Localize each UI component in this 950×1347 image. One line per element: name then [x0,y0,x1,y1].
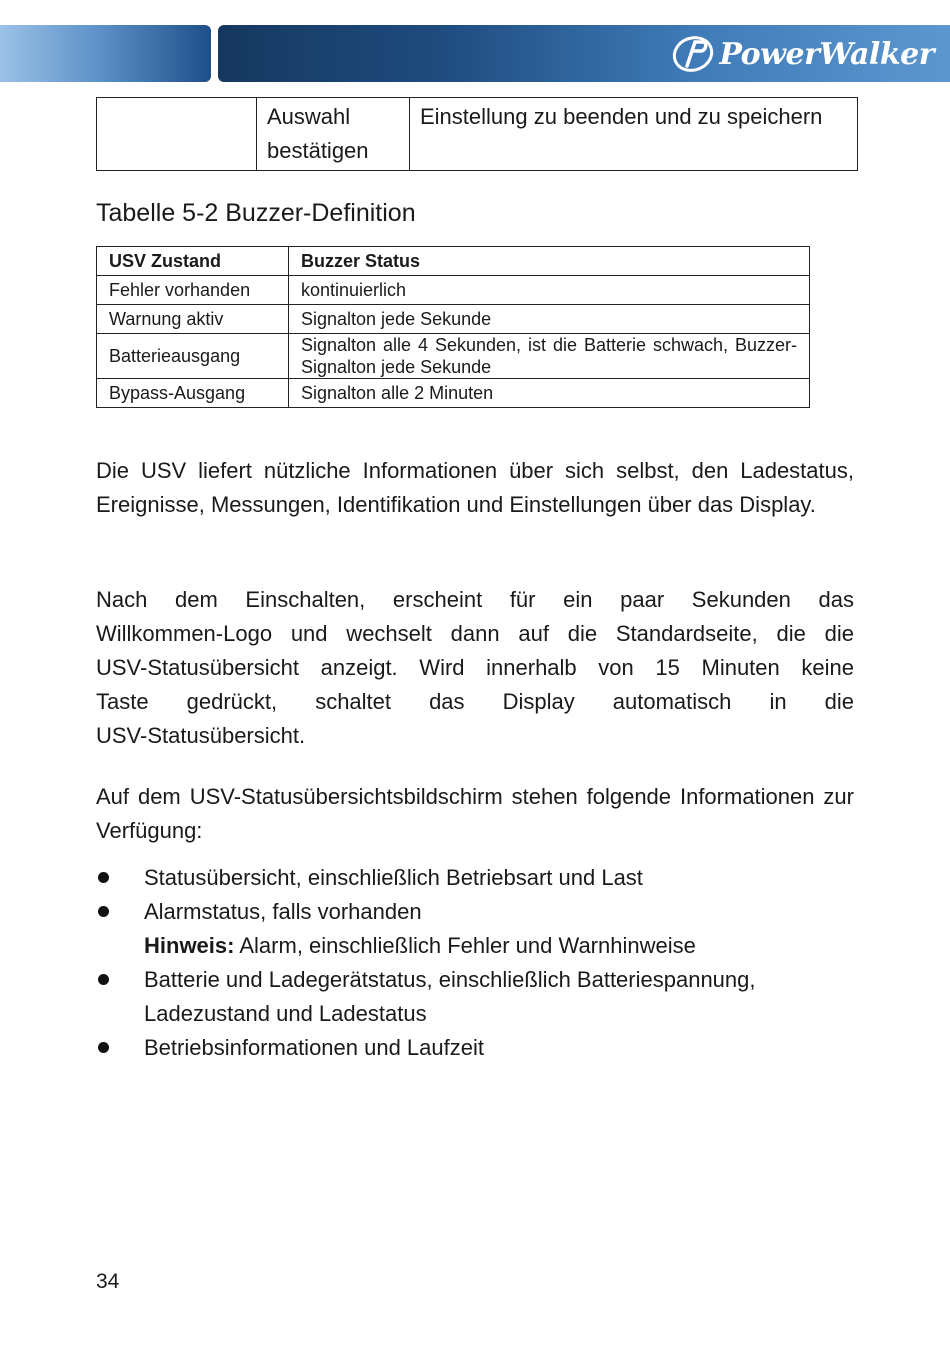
page-number: 34 [96,1270,120,1293]
column-header-usv-state: USV Zustand [97,247,289,276]
list-item [96,1031,854,1065]
list-item-text: Statusübersicht, einschließlich Betriebsart und Last [144,865,643,890]
bullet-icon [98,974,109,985]
table-cell-key: Auswahl bestätigen [257,98,410,171]
bullet-icon [98,1042,109,1053]
list-item-text: Alarmstatus, falls vorhanden [144,899,422,924]
paragraph-display-info: Die USV liefert nützliche Informationen über sich selbst, den Ladestatus, Ereignisse, Messungen, Identifikation und Einstellungen über das Display. [96,458,854,517]
paragraph-line: Taste gedrückt, schaltet das Display automatisch in die [96,689,854,714]
paragraph-line: USV-Statusübersicht anzeigt. Wird innerhalb von 15 Minuten keine [96,655,854,680]
paragraph-line: Nach dem Einschalten, erscheint für ein paar Sekunden das [96,587,854,612]
logo-text: PowerWalker [719,36,934,72]
table-cell: Bypass-Ausgang [97,379,289,408]
banner-left-panel [0,25,211,82]
column-header-buzzer-status: Buzzer Status [289,247,810,276]
table-cell-empty [97,98,257,171]
paragraph-overview-intro: Auf dem USV-Statusübersichtsbildschirm stehen folgende Informationen zur Verfügung: [96,784,854,843]
table-cell: Batterieausgang [97,334,289,379]
table-cell: Fehler vorhanden [97,276,289,305]
note-text: Alarm, einschließlich Fehler und Warnhinweise [234,933,696,958]
paragraph-line: Willkommen-Logo und wechselt dann auf die Standardseite, die die [96,621,854,646]
paragraph-line: USV-Statusübersicht. [96,723,306,748]
buzzer-definition-table [96,246,810,408]
note-line [96,929,854,963]
table-cell-description: Einstellung zu beenden und zu speichern [410,98,858,171]
bullet-icon [98,872,109,883]
paragraph-startup [96,583,854,753]
list-item-text: Betriebsinformationen und Laufzeit [144,1035,484,1060]
bullet-icon [98,906,109,917]
table-row [97,276,810,305]
table-caption: Tabelle 5-2 Buzzer-Definition [96,199,416,227]
list-item [96,963,854,1031]
table-cell: Signalton alle 2 Minuten [289,379,810,408]
header-banner [0,25,950,82]
list-item-text: Batterie und Ladegerätstatus, einschließlich Batteriespannung, Ladezustand und Ladestatus [144,967,756,1026]
table-row [97,98,858,171]
powerwalker-logo-icon [671,34,715,74]
list-item [96,895,854,929]
banner-right-panel [218,25,950,82]
powerwalker-logo [671,33,934,75]
note-label: Hinweis: [144,933,235,958]
table-header-row [97,247,810,276]
settings-table-continuation [96,97,858,171]
table-cell: kontinuierlich [289,276,810,305]
table-cell: Warnung aktiv [97,305,289,334]
table-row [97,334,810,379]
table-row [97,305,810,334]
list-item [96,861,854,895]
table-cell: Signalton jede Sekunde [289,305,810,334]
table-cell: Signalton alle 4 Sekunden, ist die Batterie schwach, Buzzer-Signalton jede Sekunde [289,334,810,379]
info-bullet-list [96,861,854,1065]
table-row [97,379,810,408]
